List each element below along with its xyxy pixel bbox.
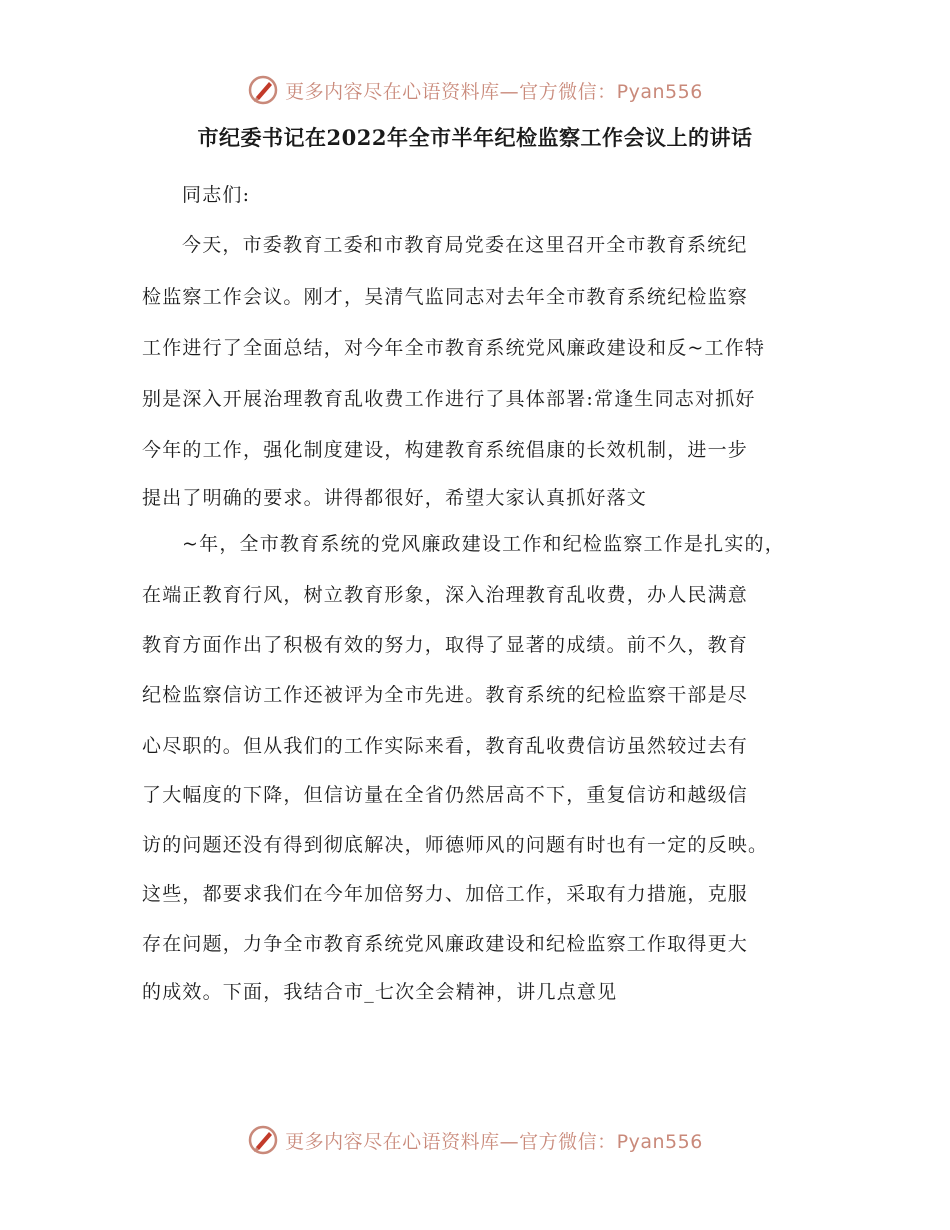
paragraph-line: 别是深入开展治理教育乱收费工作进行了具体部署:常逢生同志对抓好: [142, 388, 756, 410]
paragraph-line: 今天，市委教育工委和市教育局党委在这里召开全市教育系统纪: [182, 234, 748, 256]
pen-circle-logo-icon: [247, 74, 279, 106]
banner-text: 更多内容尽在心语资料库—官方微信：Pyan556: [285, 1130, 703, 1153]
paragraph-line: 纪检监察信访工作还被评为全市先进。教育系统的纪检监察干部是尽: [142, 684, 749, 706]
bottom-banner: [0, 1120, 950, 1160]
salutation: 同志们:: [182, 184, 251, 206]
banner-text: 更多内容尽在心语资料库—官方微信：Pyan556: [285, 80, 703, 103]
paragraph-line: 的成效。下面，我结合市_七次全会精神，讲几点意见: [142, 981, 618, 1003]
paragraph-line: 检监察工作会议。刚才，吴清气监同志对去年全市教育系统纪检监察: [142, 286, 749, 308]
paragraph-line: 了大幅度的下降，但信访量在全省仍然居高不下，重复信访和越级信: [142, 784, 749, 806]
paragraph-line: 教育方面作出了积极有效的努力，取得了显著的成绩。前不久，教育: [142, 634, 749, 656]
paragraph-line: 存在问题，力争全市教育系统党风廉政建设和纪检监察工作取得更大: [142, 933, 749, 955]
paragraph-line: 工作进行了全面总结，对今年全市教育系统党风廉政建设和反~工作特: [142, 337, 766, 359]
pen-circle-logo-icon: [247, 1124, 279, 1156]
paragraph-line: 今年的工作，强化制度建设，构建教育系统倡康的长效机制，进一步: [142, 439, 749, 461]
paragraph-line: 访的问题还没有得到彻底解决，师德师风的问题有时也有一定的反映。: [142, 834, 769, 856]
paragraph-line: ~年，全市教育系统的党风廉政建设工作和纪检监察工作是扎实的，: [182, 533, 785, 555]
paragraph-line: 心尽职的。但从我们的工作实际来看，教育乱收费信访虽然较过去有: [142, 735, 749, 757]
top-banner: [0, 70, 950, 110]
paragraph-line: 在端正教育行风，树立教育形象，深入治理教育乱收费，办人民满意: [142, 584, 749, 606]
paragraph-line: 这些，都要求我们在今年加倍努力、加倍工作，采取有力措施，克服: [142, 883, 749, 905]
paragraph-line: 提出了明确的要求。讲得都很好，希望大家认真抓好落文: [142, 487, 648, 509]
document-title: 市纪委书记在2022年全市半年纪检监察工作会议上的讲话: [197, 125, 753, 150]
